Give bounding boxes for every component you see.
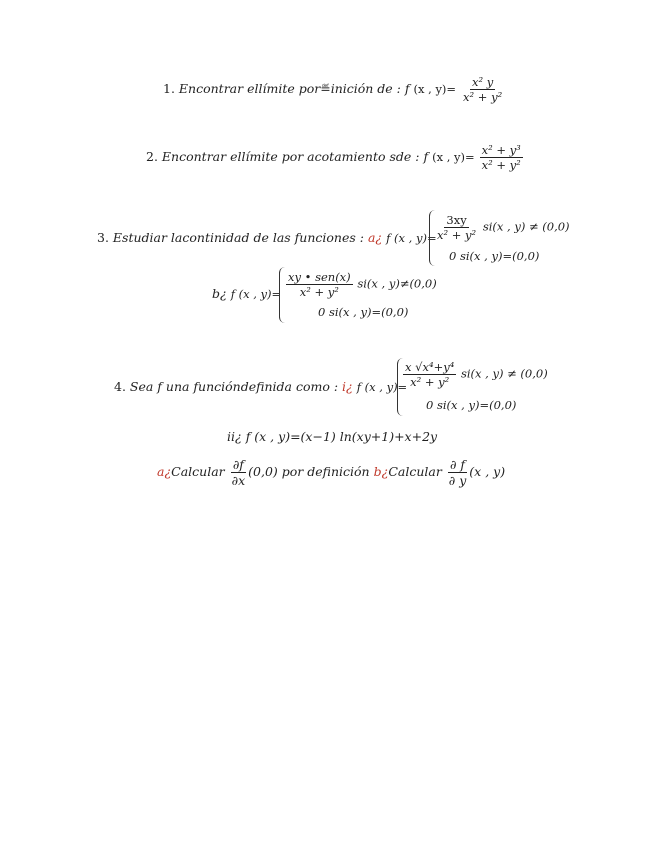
problem-2-denominator: x² + y² (481, 158, 521, 173)
problem-2-numerator: x² + y³ (481, 143, 521, 157)
problem-3-b-numerator: xy • sen(x) (288, 270, 351, 284)
problem-4-i-condition: si(x , y) ≠ (0,0) (460, 366, 548, 381)
problem-3-function-a: f (x , y)= (386, 231, 437, 245)
problem-1-text: Encontrar ellímite por (178, 81, 321, 97)
problem-4-i-case-2-text: 0 si(x , y)=(0,0) (426, 398, 517, 412)
problem-1-denominator: x² + y² (463, 90, 503, 105)
problem-2-function: f (423, 149, 429, 165)
problem-3-b-case-1 (285, 271, 437, 298)
problem-3-function-b: f (x , y)= (230, 287, 282, 301)
problem-4-number: 4. (114, 379, 126, 394)
problem-4 (114, 381, 407, 394)
problem-4-function-i: f (x , y)= (356, 380, 408, 394)
problem-4-calc-a-rest: (0,0) por definición (248, 464, 370, 480)
problem-4-i-numerator: x √x⁴+y⁴ (405, 360, 455, 374)
problem-4-partial-y-den: ∂ y (448, 473, 467, 489)
problem-4-label-a: a¿ (157, 464, 172, 480)
problem-4-calc-b-rest: (x , y) (469, 464, 506, 480)
problem-3-b-denominator: x² + y² (299, 285, 339, 300)
problem-1 (163, 76, 505, 103)
problem-4-partial-x-num: ∂f (232, 457, 244, 472)
problem-3-b-condition: si(x , y)≠(0,0) (357, 276, 437, 291)
problem-4-text: Sea f una funcióndefinida como : (129, 379, 339, 394)
problem-4-partial-x (230, 458, 248, 487)
problem-4-i-fraction (403, 361, 456, 388)
problem-4-parts (157, 458, 505, 487)
problem-4-label-ii: ii¿ (227, 429, 242, 444)
problem-3-label-b: b¿ (212, 286, 227, 301)
problem-4-label-b: b¿ (373, 464, 389, 480)
problem-4-i-denominator: x² + y² (410, 375, 450, 390)
problem-1-function: f (404, 81, 410, 97)
problem-1-definition-symbol: ≝ (320, 81, 331, 97)
problem-4-function-ii: f (x , y)=(x−1) ln(xy+1)+x+2y (245, 429, 438, 444)
problem-3-a-fraction (435, 214, 478, 241)
problem-3-b-fraction (286, 271, 353, 298)
problem-3-a-denominator: x² + y² (437, 228, 477, 243)
problem-3-number: 3. (97, 230, 109, 245)
problem-3-label-a: a¿ (367, 230, 383, 245)
problem-3-text: Estudiar lacontinidad de las funciones : (112, 230, 364, 245)
problem-3-b-case-2 (318, 307, 408, 319)
problem-1-args: (x , y)= (413, 82, 457, 97)
problem-4-calc-b: Calcular (388, 464, 442, 480)
problem-4-calc-a: Calcular (171, 464, 225, 480)
problem-3-a-case-2-text: 0 si(x , y)=(0,0) (449, 249, 540, 263)
problem-4-partial-y (447, 458, 469, 487)
problem-4-label-i: i¿ (342, 379, 353, 394)
problem-2-args: (x , y)= (432, 150, 475, 165)
problem-2 (146, 144, 524, 171)
problem-3-b-case-2-text: 0 si(x , y)=(0,0) (318, 305, 409, 319)
problem-2-text: Encontrar ellímite por acotamiento sde : (161, 149, 420, 165)
problem-3-a-case-1 (434, 214, 570, 241)
problem-1-text-2: inición de : (330, 81, 401, 97)
problem-2-number: 2. (146, 149, 158, 165)
problem-3-b (212, 288, 281, 301)
problem-4-ii (227, 431, 437, 444)
problem-3-a-case-2 (449, 251, 539, 263)
problem-4-i-case-1 (402, 361, 548, 388)
problem-3 (97, 232, 437, 245)
problem-4-i-case-2 (426, 400, 516, 412)
problem-3-a-condition: si(x , y) ≠ (0,0) (482, 219, 570, 234)
problem-4-partial-x-den: ∂x (231, 473, 246, 489)
problem-2-fraction (480, 144, 523, 171)
problem-3-a-numerator: 3xy (446, 213, 467, 227)
problem-1-fraction (461, 76, 504, 103)
problem-1-number: 1. (163, 81, 175, 97)
problem-4-partial-y-num: ∂ f (450, 457, 466, 472)
problem-1-numerator: x² y (472, 75, 494, 89)
